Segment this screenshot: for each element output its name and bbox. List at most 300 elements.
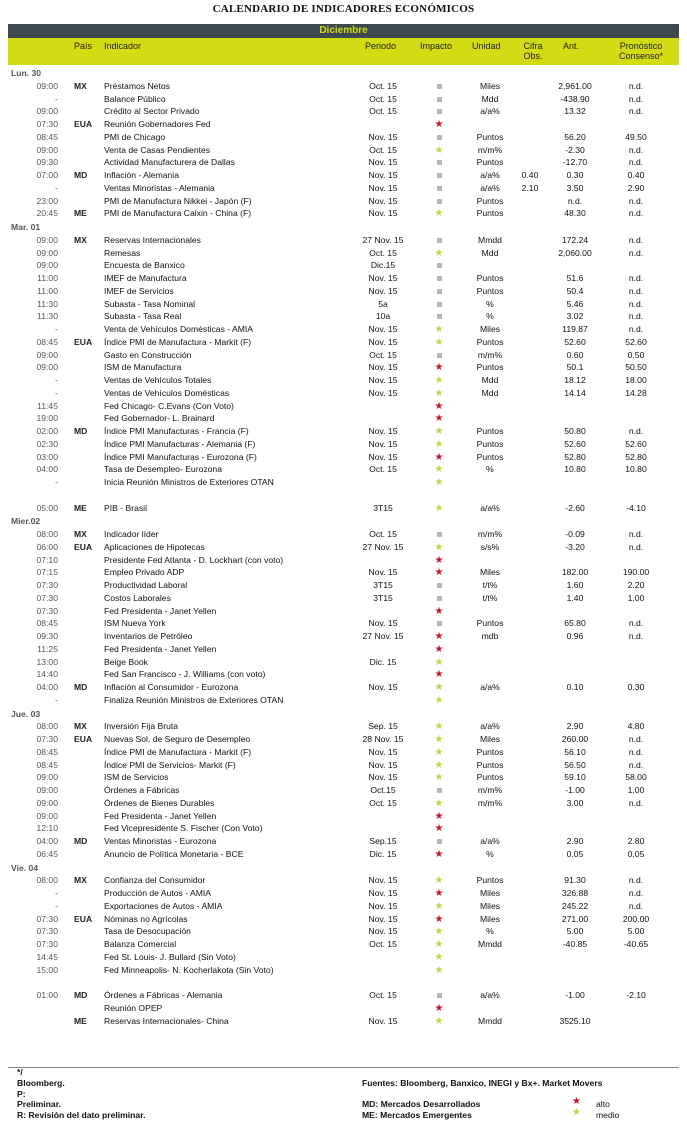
cell-impact [432,605,446,619]
cell-period: 10a [375,311,391,322]
cell-time: 07:10 [36,554,58,565]
cell-unit: Puntos [476,285,504,296]
no-impact-square-icon [437,109,442,114]
cell-impact [432,797,446,811]
cell-impact [432,592,446,605]
no-impact-square-icon [437,276,442,281]
cell-indicator: PMI de Manufactura Nikkei - Japón (F) [104,195,252,206]
cell-impact [432,874,446,888]
cell-previous: 56.10 [564,746,586,757]
cell-forecast: n.d. [628,324,644,334]
column-header [8,38,679,65]
cell-unit: Puntos [476,746,504,757]
cell-previous: 13.32 [564,106,586,117]
cell-country: MD [74,836,88,846]
cell-time: 07:00 [36,170,58,180]
medium-impact-star-icon: ★ [434,387,444,399]
cell-forecast: n.d. [628,888,644,898]
col-pronostico: Pronóstico Consenso* [618,41,664,61]
cell-impact [432,964,446,978]
table-row [0,566,687,579]
cell-forecast: -2.10 [626,990,646,1000]
cell-indicator: Gasto en Construcción [104,349,192,360]
cell-impact [432,272,446,285]
month-bar: Diciembre [8,24,679,38]
cell-indicator: Indicador líder [104,529,159,539]
cell-unit: t/t% [482,592,498,603]
table-row [0,694,687,707]
cell-impact [432,835,446,848]
cell-period: Nov. 15 [368,618,398,629]
table-row [0,720,687,733]
high-impact-star-icon: ★ [434,823,444,835]
cell-impact [432,131,446,144]
cell-unit: Puntos [476,131,504,142]
cell-time: 09:00 [36,106,58,117]
cell-indicator: ISM de Manufactura [104,362,182,373]
cell-unit: Puntos [476,772,504,783]
sources: Fuentes: Bloomberg, Banxico, INEGI y Bx+. Market Movers [362,1078,603,1088]
table-row [0,195,687,208]
cell-impact [432,617,446,630]
cell-time: 03:00 [36,451,58,462]
footer-divider [8,1067,679,1068]
cell-unit: m/m% [477,349,503,360]
cell-impact [432,951,446,965]
cell-impact [432,554,446,568]
medium-impact-star-icon: ★ [434,656,444,668]
cell-impact [432,541,446,555]
cell-time: 19:00 [36,413,58,424]
cell-period: 3T15 [373,502,393,513]
medium-impact-star-icon: ★ [434,772,444,784]
cell-forecast: n.d. [628,541,644,552]
cell-forecast: 52.60 [625,336,647,347]
cell-impact [432,681,446,695]
cell-previous: -1.00 [565,990,585,1000]
no-impact-square-icon [437,788,442,793]
cell-unit: a/a% [480,721,500,732]
cell-indicator: Índice PMI de Servicios- Markit (F) [104,759,236,770]
cell-impact [432,207,446,221]
cell-impact [432,182,446,195]
cell-time: 12:10 [36,823,58,834]
cell-time: - [55,900,58,911]
cell-period: Dic. 15 [369,656,397,667]
cell-impact [432,118,446,132]
cell-impact [432,451,446,465]
cell-country: MD [74,990,88,1000]
high-impact-star-icon: ★ [434,888,444,899]
cell-indicator: Fed Presidenta - Janet Yellen [104,643,217,654]
cell-indicator: Ventas de Vehículos Totales [104,375,212,385]
cell-time: 23:00 [36,195,58,206]
cell-period: 28 Nov. 15 [362,734,404,744]
table-row [0,234,687,247]
table-row [0,182,687,195]
table-row [0,451,687,464]
cell-indicator: Confianza del Consumidor [104,875,206,886]
footnote-bloomberg: Bloomberg. [17,1078,65,1088]
no-impact-square-icon [437,135,442,140]
medium-impact-star-icon: ★ [434,900,444,912]
cell-unit: t/t% [482,580,498,590]
cell-time: 08:45 [36,746,58,757]
cell-unit: mdb [481,631,499,641]
cell-forecast: -4.10 [626,502,646,513]
cell-unit: a/a% [480,990,500,1000]
cell-impact [432,234,446,247]
cell-country: EUA [74,336,93,347]
cell-unit: s/s% [480,541,500,552]
cell-forecast: 0.40 [627,170,645,180]
table-row [0,668,687,681]
no-impact-square-icon [437,173,442,178]
cell-previous: 5.00 [566,926,584,937]
table-row [0,156,687,169]
table-row [0,272,687,285]
cell-previous: 182.00 [561,567,589,578]
cell-period: Oct. 15 [369,80,397,91]
cell-indicator: Producción de Autos - AMIA [104,888,212,898]
cell-time: 04:00 [36,682,58,692]
table-row [0,746,687,759]
cell-figure: 0.40 [521,170,539,180]
no-impact-square-icon [437,583,442,588]
cell-impact [432,438,446,452]
medium-impact-star-icon: ★ [434,939,444,950]
cell-indicator: ISM de Servicios [104,772,169,783]
cell-previous: 52.60 [564,438,586,449]
cell-previous: 2,961.00 [558,80,592,91]
table-row [0,874,687,887]
cell-time: 13:00 [36,656,58,667]
table-row [0,298,687,311]
table-row [0,1015,687,1028]
cell-country: EUA [74,913,93,924]
cell-impact [432,144,446,158]
cell-period: Nov. 15 [368,900,398,911]
page-title: CALENDARIO DE INDICADORES ECONÓMICOS [212,3,475,15]
cell-period: 5a [378,298,388,309]
cell-period: Nov. 15 [368,438,398,449]
cell-period: Nov. 15 [368,759,398,770]
medium-impact-star-icon: ★ [434,721,444,733]
cell-impact [432,925,446,939]
cell-period: Nov. 15 [368,157,398,168]
cell-forecast: n.d. [628,273,644,283]
cell-period: 27 Nov. 15 [362,234,404,245]
cell-forecast: n.d. [628,195,644,206]
cell-indicator: PIB - Brasil [104,502,147,513]
cell-forecast: n.d. [628,285,644,296]
cell-previous: n.d. [567,195,583,206]
cell-time: 05:00 [36,502,58,513]
cell-time: 15:00 [36,964,58,975]
table-row [0,592,687,605]
cell-impact [432,476,446,490]
cell-impact [432,668,446,682]
cell-unit: Mdd [481,93,499,104]
cell-figure: 2.10 [521,182,539,193]
cell-unit: Mmdd [478,939,502,949]
cell-indicator: Préstamos Netos [104,80,170,91]
cell-unit: % [486,298,494,309]
cell-previous: -1.00 [565,785,585,795]
cell-impact [432,285,446,298]
table-row [0,771,687,784]
table-row [0,938,687,951]
cell-period: 3T15 [373,580,393,590]
cell-indicator: Encuesta de Banxico [104,260,185,271]
table-row [0,733,687,746]
cell-unit: Puntos [476,875,504,886]
cell-unit: Puntos [476,426,504,436]
table-row [0,502,687,515]
cell-indicator: PMI de Chicago [104,131,166,142]
cell-impact [432,400,446,414]
cell-indicator: ISM Nueva York [104,618,166,629]
cell-forecast: 5.00 [627,926,645,937]
no-impact-square-icon [437,289,442,294]
legend-me: ME: Mercados Emergentes [362,1110,472,1120]
cell-impact [432,848,446,862]
cell-previous: 1.40 [566,592,584,603]
cell-unit: Miles [479,913,501,924]
cell-time: 08:00 [36,875,58,886]
cell-period: Oct. 15 [369,990,397,1000]
cell-impact [432,298,446,311]
no-impact-square-icon [437,314,442,319]
cell-previous: -2.30 [565,144,585,155]
medium-impact-star-icon: ★ [434,964,444,976]
table-row [0,797,687,810]
cell-forecast: n.d. [628,106,644,117]
cell-indicator: Reservas Internacionales- China [104,1015,229,1026]
cell-period: Nov. 15 [368,285,398,296]
cell-indicator: Subasta - Tasa Nominal [104,298,196,309]
medium-impact-star-icon: ★ [434,247,444,259]
cell-forecast: n.d. [628,144,644,155]
cell-time: 14:45 [36,951,58,962]
cell-forecast: n.d. [628,311,644,322]
cell-unit: a/a% [480,502,500,513]
cell-country: ME [74,208,87,219]
cell-forecast: n.d. [628,426,644,436]
cell-unit: % [486,464,494,475]
cell-unit: Miles [479,888,501,898]
cell-impact [432,349,446,362]
table-row [0,822,687,835]
cell-period: Nov. 15 [368,451,398,462]
cell-previous: 91.30 [564,875,586,886]
cell-period: Nov. 15 [368,170,398,180]
cell-time: 09:00 [36,810,58,821]
high-impact-star-icon: ★ [434,669,444,681]
cell-period: Oct. 15 [369,464,397,475]
cell-impact [432,771,446,785]
cell-indicator: Exportaciones de Autos - AMIA [104,900,223,911]
table-row [0,528,687,541]
cell-indicator: Finaliza Reunión Ministros de Exteriores OTAN [104,694,284,705]
high-impact-star-icon: ★ [434,451,444,463]
cell-indicator: Presidente Fed Atlanta - D. Lockhart (con voto) [104,554,284,565]
cell-unit: Miles [479,900,501,911]
cell-time: 09:00 [36,772,58,783]
cell-impact [432,502,446,516]
cell-indicator: Nuevas Sol. de Seguro de Desempleo [104,734,251,744]
cell-impact [432,630,446,644]
cell-time: - [55,324,58,334]
cell-unit: % [486,311,494,322]
cell-country: EUA [74,541,93,552]
cell-forecast: 14.28 [625,387,647,398]
cell-previous: 0.60 [566,349,584,360]
cell-unit: Mdd [481,375,499,385]
cell-previous: 52.60 [564,336,586,347]
footnote-revision: R: Revisión del dato preliminar. [17,1110,146,1120]
cell-unit: Puntos [476,336,504,347]
cell-previous: 326.88 [561,888,589,898]
cell-time: 11:00 [37,285,58,296]
cell-impact [432,746,446,760]
table-row [0,105,687,118]
cell-time: 08:00 [36,529,58,539]
cell-indicator: Inventarios de Petróleo [104,631,193,641]
cell-impact [432,938,446,952]
cell-forecast: 52.80 [625,451,647,462]
table-row [0,131,687,144]
cell-time: - [55,477,58,487]
table-row [0,1002,687,1015]
cell-previous: 18.12 [564,375,586,385]
no-impact-square-icon [437,160,442,165]
cell-indicator: Inversión Fija Bruta [104,721,179,732]
cell-previous: 5.46 [566,298,584,309]
cell-time: 09:00 [36,234,58,245]
table-row [0,310,687,323]
cell-forecast: n.d. [628,529,644,539]
cell-forecast: 2.90 [627,182,645,193]
legend-md: MD: Mercados Desarrollados [362,1099,481,1109]
cell-country: MD [74,170,88,180]
medium-impact-star-icon: ★ [434,759,444,771]
cell-indicator: Índice PMI Manufacturas - Eurozona (F) [104,451,257,462]
medium-impact-star-icon: ★ [434,541,444,553]
cell-impact [432,387,446,401]
day-label: Jue. 03 [11,708,41,719]
cell-indicator: Reunión Gobernadores Fed [104,119,211,129]
cell-time: 06:45 [36,848,58,859]
cell-indicator: Órdenes de Bienes Durables [104,797,215,808]
table-row [0,810,687,823]
cell-country: MX [74,80,87,91]
no-impact-square-icon [437,353,442,358]
no-impact-square-icon [437,97,442,102]
cell-unit: m/m% [477,785,503,795]
cell-indicator: Índice PMI de Manufactura - Markit (F) [104,746,252,757]
cell-previous: 56.50 [564,759,586,770]
cell-period: Oct. 15 [369,529,397,539]
cell-unit: % [486,926,494,937]
cell-indicator: Índice PMI de Manufactura - Markit (F) [104,336,252,347]
cell-forecast: -40.65 [623,939,649,949]
cell-unit: a/a% [480,106,500,117]
day-label: Mar. 01 [11,222,41,232]
cell-indicator: Beige Book [104,656,148,667]
high-impact-star-icon: ★ [434,913,444,925]
cell-period: Sep.15 [369,836,397,846]
table-row [0,835,687,848]
medium-impact-star-icon: ★ [434,797,444,809]
cell-impact [432,1015,446,1029]
cell-time: - [55,182,58,193]
cell-time: 09:00 [36,349,58,360]
cell-unit: Miles [479,734,501,744]
cell-country: ME [74,1015,87,1026]
cell-impact [432,323,446,337]
cell-forecast: 1.00 [627,785,645,795]
no-impact-square-icon [437,993,442,998]
cell-impact [432,643,446,657]
table-row [0,476,687,489]
cell-forecast: n.d. [628,900,644,911]
table-row [0,247,687,260]
cell-time: 09:00 [36,260,58,271]
table-row [0,489,687,502]
medium-impact-star-icon: ★ [434,208,444,220]
cell-period: 3T15 [373,592,393,603]
cell-previous: 59.10 [564,772,586,783]
cell-time: 09:30 [36,157,58,168]
table-row [0,169,687,182]
cell-time: 14:40 [36,669,58,680]
cell-impact [432,374,446,388]
cell-indicator: Balance Público [104,93,166,104]
cell-period: Oct. 15 [369,247,397,258]
table-row [0,925,687,938]
cell-previous: 51.6 [566,273,584,283]
cell-time: 07:30 [36,734,58,744]
no-impact-square-icon [437,199,442,204]
cell-previous: -3.20 [565,541,585,552]
cell-previous: -438.90 [560,93,590,104]
cell-impact [432,656,446,670]
cell-indicator: Fed St. Louis- J. Bullard (Sin Voto) [104,951,236,962]
cell-period: Nov. 15 [368,746,398,757]
cell-unit: Mmdd [478,234,502,245]
cell-forecast: 0.30 [627,682,645,692]
table-row [0,93,687,106]
cell-time: 04:00 [36,836,58,846]
high-impact-star-icon: ★ [434,362,444,374]
cell-period: Nov. 15 [368,1015,398,1026]
cell-impact [432,720,446,734]
cell-previous: 172.24 [561,234,589,245]
medium-impact-star-icon: ★ [434,502,444,514]
cell-country: MD [74,426,88,436]
cell-previous: 1.60 [566,580,584,590]
cell-time: 09:00 [36,144,58,155]
no-impact-square-icon [437,839,442,844]
col-ant: Ant. [563,41,580,51]
cell-impact [432,195,446,208]
table-row [0,976,687,989]
cell-previous: 3.00 [566,797,584,808]
cell-time: 04:00 [36,464,58,475]
cell-indicator: Anuncio de Política Monetaria - BCE [104,848,244,859]
legend-medium-icon: ★ [572,1107,581,1118]
